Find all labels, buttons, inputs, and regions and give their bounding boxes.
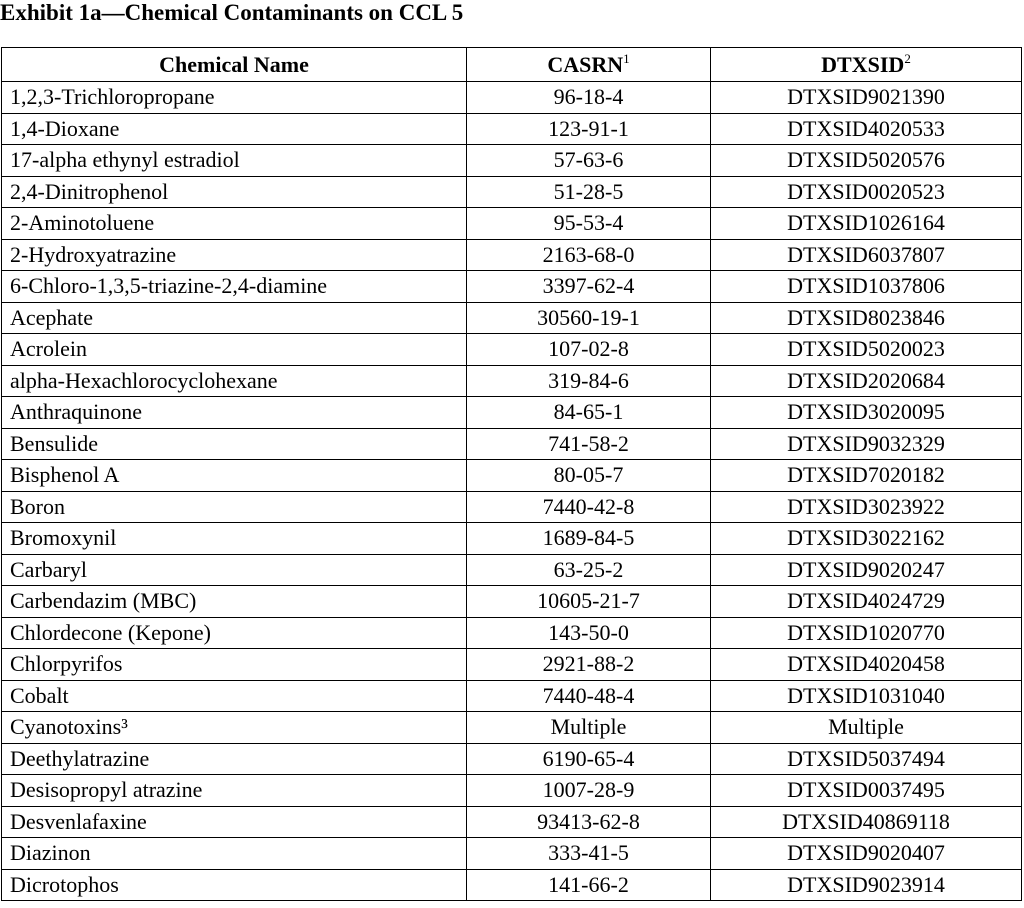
- cell-dtxsid: DTXSID8023846: [711, 302, 1022, 334]
- cell-chemical-name: Boron: [2, 491, 467, 523]
- cell-casrn: Multiple: [467, 712, 711, 744]
- cell-chemical-name: 17-alpha ethynyl estradiol: [2, 145, 467, 177]
- cell-chemical-name: 1,2,3-Trichloropropane: [2, 82, 467, 114]
- table-row: [2, 649, 1022, 681]
- cell-casrn: 319-84-6: [467, 365, 711, 397]
- cell-casrn: 57-63-6: [467, 145, 711, 177]
- cell-chemical-name: Chlorpyrifos: [2, 649, 467, 681]
- cell-casrn: 143-50-0: [467, 617, 711, 649]
- cell-casrn: 7440-48-4: [467, 680, 711, 712]
- table-row: [2, 271, 1022, 303]
- cell-dtxsid: DTXSID3022162: [711, 523, 1022, 555]
- table-row: [2, 397, 1022, 429]
- cell-dtxsid: DTXSID3023922: [711, 491, 1022, 523]
- footnote-marker-2: 2: [904, 50, 911, 66]
- table-row: [2, 365, 1022, 397]
- table-row: [2, 334, 1022, 366]
- cell-chemical-name: 1,4-Dioxane: [2, 113, 467, 145]
- table-row: [2, 617, 1022, 649]
- cell-chemical-name: Desvenlafaxine: [2, 806, 467, 838]
- cell-chemical-name: Dicrotophos: [2, 869, 467, 901]
- footnote-marker-1: 1: [623, 50, 630, 66]
- cell-casrn: 63-25-2: [467, 554, 711, 586]
- cell-dtxsid: DTXSID4020458: [711, 649, 1022, 681]
- cell-casrn: 107-02-8: [467, 334, 711, 366]
- cell-chemical-name: Cyanotoxins³: [2, 712, 467, 744]
- cell-chemical-name: Acephate: [2, 302, 467, 334]
- cell-dtxsid: DTXSID5020023: [711, 334, 1022, 366]
- table-row: [2, 806, 1022, 838]
- cell-dtxsid: DTXSID9032329: [711, 428, 1022, 460]
- cell-dtxsid: DTXSID0037495: [711, 775, 1022, 807]
- cell-dtxsid: DTXSID5037494: [711, 743, 1022, 775]
- table-row: [2, 208, 1022, 240]
- header-chemical-name: [2, 48, 467, 82]
- table-row: [2, 838, 1022, 870]
- cell-casrn: 51-28-5: [467, 176, 711, 208]
- contaminants-table: [1, 47, 1022, 901]
- cell-chemical-name: 2-Hydroxyatrazine: [2, 239, 467, 271]
- cell-chemical-name: alpha-Hexachlorocyclohexane: [2, 365, 467, 397]
- cell-casrn: 96-18-4: [467, 82, 711, 114]
- table-row: [2, 680, 1022, 712]
- cell-casrn: 84-65-1: [467, 397, 711, 429]
- cell-chemical-name: Bisphenol A: [2, 460, 467, 492]
- cell-chemical-name: Desisopropyl atrazine: [2, 775, 467, 807]
- cell-chemical-name: Acrolein: [2, 334, 467, 366]
- cell-chemical-name: 2,4-Dinitrophenol: [2, 176, 467, 208]
- cell-dtxsid: DTXSID5020576: [711, 145, 1022, 177]
- cell-dtxsid: DTXSID0020523: [711, 176, 1022, 208]
- cell-casrn: 30560-19-1: [467, 302, 711, 334]
- table-row: [2, 775, 1022, 807]
- cell-chemical-name: Carbaryl: [2, 554, 467, 586]
- cell-dtxsid: DTXSID1037806: [711, 271, 1022, 303]
- exhibit-title: Exhibit 1a—Chemical Contaminants on CCL 5: [0, 0, 464, 25]
- cell-dtxsid: DTXSID1020770: [711, 617, 1022, 649]
- cell-dtxsid: DTXSID6037807: [711, 239, 1022, 271]
- cell-casrn: 741-58-2: [467, 428, 711, 460]
- cell-casrn: 141-66-2: [467, 869, 711, 901]
- cell-casrn: 10605-21-7: [467, 586, 711, 618]
- table-row: [2, 113, 1022, 145]
- table-row: [2, 523, 1022, 555]
- table-row: [2, 554, 1022, 586]
- table-row: [2, 743, 1022, 775]
- cell-dtxsid: DTXSID9020407: [711, 838, 1022, 870]
- cell-dtxsid: DTXSID4020533: [711, 113, 1022, 145]
- cell-chemical-name: Bromoxynil: [2, 523, 467, 555]
- cell-chemical-name: Carbendazim (MBC): [2, 586, 467, 618]
- header-casrn: [467, 48, 711, 82]
- cell-casrn: 2921-88-2: [467, 649, 711, 681]
- table-row: [2, 460, 1022, 492]
- table-row: [2, 586, 1022, 618]
- table-row: [2, 82, 1022, 114]
- cell-casrn: 333-41-5: [467, 838, 711, 870]
- cell-casrn: 1007-28-9: [467, 775, 711, 807]
- cell-chemical-name: Cobalt: [2, 680, 467, 712]
- table-row: [2, 145, 1022, 177]
- header-dtxsid-label: DTXSID: [821, 51, 905, 77]
- table-row: [2, 491, 1022, 523]
- cell-casrn: 2163-68-0: [467, 239, 711, 271]
- cell-casrn: 80-05-7: [467, 460, 711, 492]
- cell-dtxsid: DTXSID1031040: [711, 680, 1022, 712]
- header-chemical-name-label: Chemical Name: [159, 51, 309, 77]
- cell-dtxsid: DTXSID2020684: [711, 365, 1022, 397]
- table-row: [2, 712, 1022, 744]
- table-body: [2, 82, 1022, 901]
- cell-dtxsid: DTXSID3020095: [711, 397, 1022, 429]
- cell-dtxsid: DTXSID40869118: [711, 806, 1022, 838]
- cell-dtxsid: DTXSID9020247: [711, 554, 1022, 586]
- cell-chemical-name: Deethylatrazine: [2, 743, 467, 775]
- cell-chemical-name: Bensulide: [2, 428, 467, 460]
- cell-casrn: 123-91-1: [467, 113, 711, 145]
- cell-dtxsid: DTXSID9021390: [711, 82, 1022, 114]
- cell-chemical-name: Anthraquinone: [2, 397, 467, 429]
- cell-chemical-name: Diazinon: [2, 838, 467, 870]
- cell-chemical-name: Chlordecone (Kepone): [2, 617, 467, 649]
- cell-dtxsid: DTXSID7020182: [711, 460, 1022, 492]
- cell-dtxsid: DTXSID4024729: [711, 586, 1022, 618]
- cell-casrn: 93413-62-8: [467, 806, 711, 838]
- cell-chemical-name: 2-Aminotoluene: [2, 208, 467, 240]
- table-row: [2, 428, 1022, 460]
- cell-casrn: 95-53-4: [467, 208, 711, 240]
- cell-casrn: 1689-84-5: [467, 523, 711, 555]
- cell-casrn: 7440-42-8: [467, 491, 711, 523]
- cell-chemical-name: 6-Chloro-1,3,5-triazine-2,4-diamine: [2, 271, 467, 303]
- table-row: [2, 176, 1022, 208]
- table-row: [2, 239, 1022, 271]
- cell-casrn: 6190-65-4: [467, 743, 711, 775]
- header-dtxsid: [711, 48, 1022, 82]
- table-row: [2, 869, 1022, 901]
- table-header-row: [2, 48, 1022, 82]
- table-row: [2, 302, 1022, 334]
- cell-dtxsid: Multiple: [711, 712, 1022, 744]
- header-casrn-label: CASRN: [547, 51, 624, 77]
- cell-casrn: 3397-62-4: [467, 271, 711, 303]
- cell-dtxsid: DTXSID9023914: [711, 869, 1022, 901]
- cell-dtxsid: DTXSID1026164: [711, 208, 1022, 240]
